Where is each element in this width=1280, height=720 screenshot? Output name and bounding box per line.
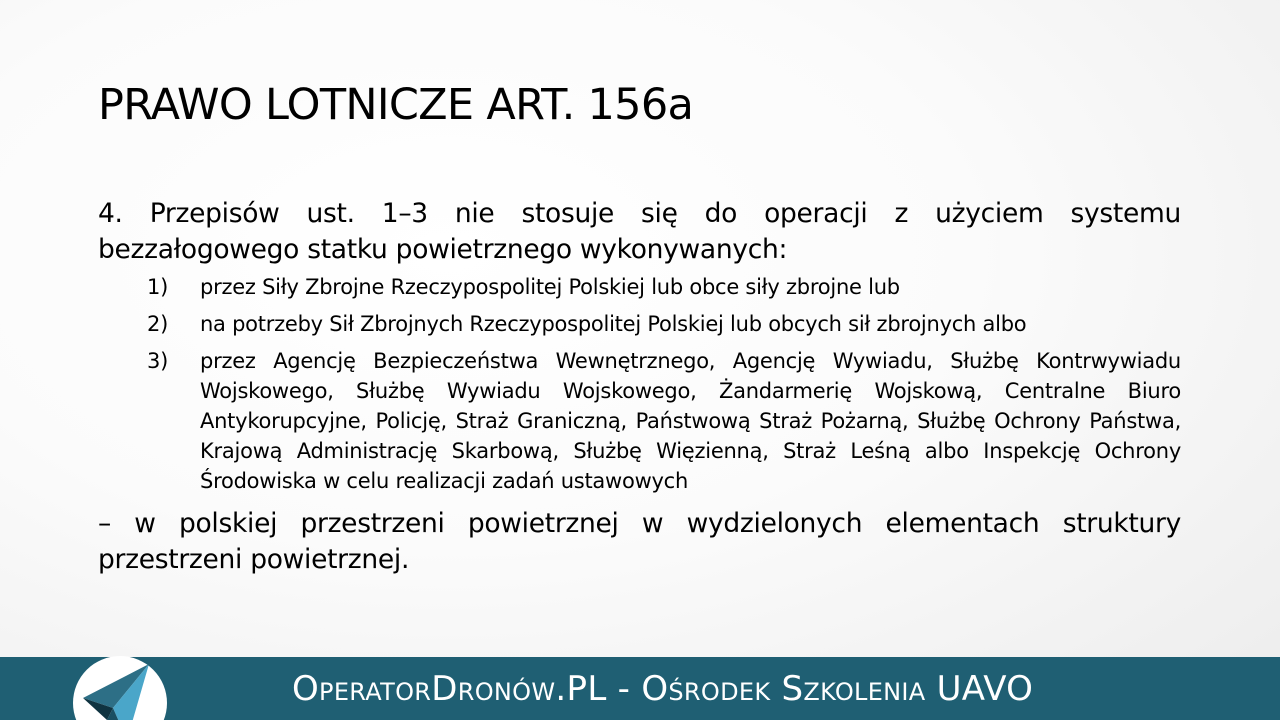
paper-plane-drone-icon bbox=[73, 656, 167, 720]
list-item bbox=[98, 272, 1181, 302]
intro-line-2: bezzałogowego statku powietrznego wykonywanych: bbox=[98, 234, 788, 265]
list-item-text: na potrzeby Sił Zbrojnych Rzeczypospolitej Polskiej lub obcych sił zbrojnych albo bbox=[200, 312, 1027, 336]
intro-paragraph bbox=[98, 196, 1181, 268]
list-item-number: 3) bbox=[147, 349, 169, 373]
slide-content bbox=[98, 196, 1181, 578]
slide-title: PRAWO LOTNICZE ART. 156a bbox=[98, 80, 694, 130]
list-item-number: 2) bbox=[147, 312, 169, 336]
closing-paragraph: – w polskiej przestrzeni powietrznej w wydzielonych elementach struktury przestrzeni powietrznej. bbox=[98, 508, 1181, 575]
list-item bbox=[98, 309, 1181, 339]
list-item-text: przez Agencję Bezpieczeństwa Wewnętrznego, Agencję Wywiadu, Służbę Kontrwywiadu Wojskowego, Służbę Wywiadu Wojskowego, Żandarmerię Wojskową, Centralne Biuro Antykorupcyjne, Policję, Straż Graniczną, Państwową Straż Pożarną, Służbę Ochrony Państwa, Krajową Administrację Skarbową, Służbę Więzienną, Straż Leśną albo Inspekcję Ochrony Środowiska w celu realizacji zadań ustawowych bbox=[200, 349, 1181, 493]
list-item-number: 1) bbox=[147, 275, 169, 299]
list-item-text: przez Siły Zbrojne Rzeczypospolitej Polskiej lub obce siły zbrojne lub bbox=[200, 275, 900, 299]
exemption-list bbox=[98, 272, 1181, 496]
intro-line-1: 4. Przepisów ust. 1–3 nie stosuje się do operacji z użyciem systemu bbox=[98, 198, 1181, 229]
footer-logo bbox=[73, 656, 167, 720]
footer-title: OperatorDronów.PL - Ośrodek Szkolenia UAVO bbox=[292, 669, 1034, 709]
list-item bbox=[98, 346, 1181, 496]
